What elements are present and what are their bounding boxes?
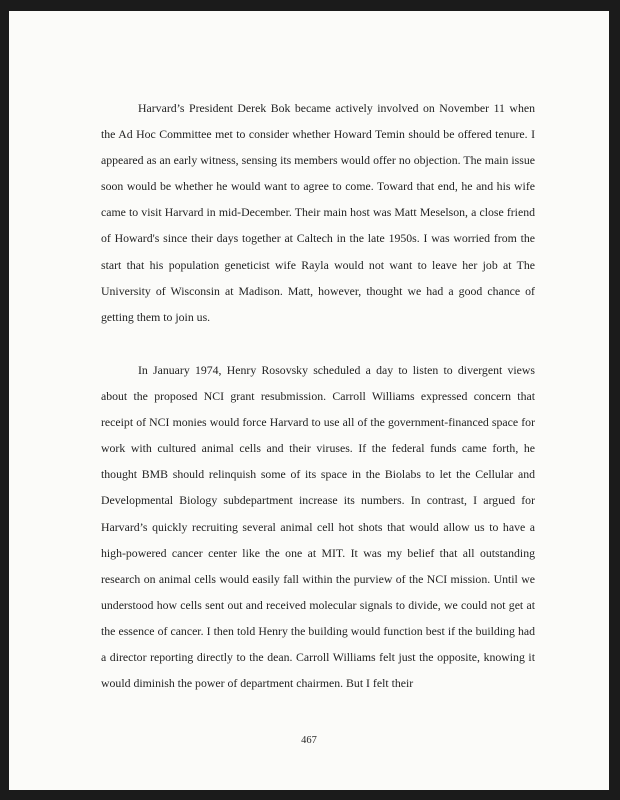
paragraph-1: Harvard’s President Derek Bok became actively involved on November 11 when the Ad Hoc Committee met to consider whether Howard Temin should be offered tenure. I appeared as an early witness, sensing its members would offer no objection. The main issue soon would be whether he would want to agree to come. Toward that end, he and his wife came to visit Harvard in mid-December. Their main host was Matt Meselson, a close friend of Howard's since their days together at Caltech in the late 1950s. I was worried from the start that his population geneticist wife Rayla would not want to leave her job at The University of Wisconsin at Madison. Matt, however, thought we had a good chance of getting them to join us.	[101, 101, 535, 324]
page-number: 467	[301, 735, 317, 746]
page-sheet	[9, 11, 609, 790]
paragraph-2: In January 1974, Henry Rosovsky scheduled a day to listen to divergent views about the proposed NCI grant resubmission. Carroll Williams expressed concern that receipt of NCI monies would force Harvard to use all of the government-financed space for work with cultured animal cells and their viruses. If the federal funds came forth, he thought BMB should relinquish some of its space in the Biolabs to let the Cellular and Developmental Biology subdepartment increase its numbers. In contrast, I argued for Harvard’s quickly recruiting several animal cell hot shots that would allow us to have a high-powered cancer center like the one at MIT. It was my belief that all outstanding research on animal cells would easily fall within the purview of the NCI mission. Until we understood how cells sent out and received molecular signals to divide, we could not get at the essence of cancer. I then told Henry the building would function best if the building had a director reporting directly to the dean. Carroll Williams felt just the opposite, knowing it would diminish the power of department chairmen. But I felt their	[101, 363, 535, 691]
